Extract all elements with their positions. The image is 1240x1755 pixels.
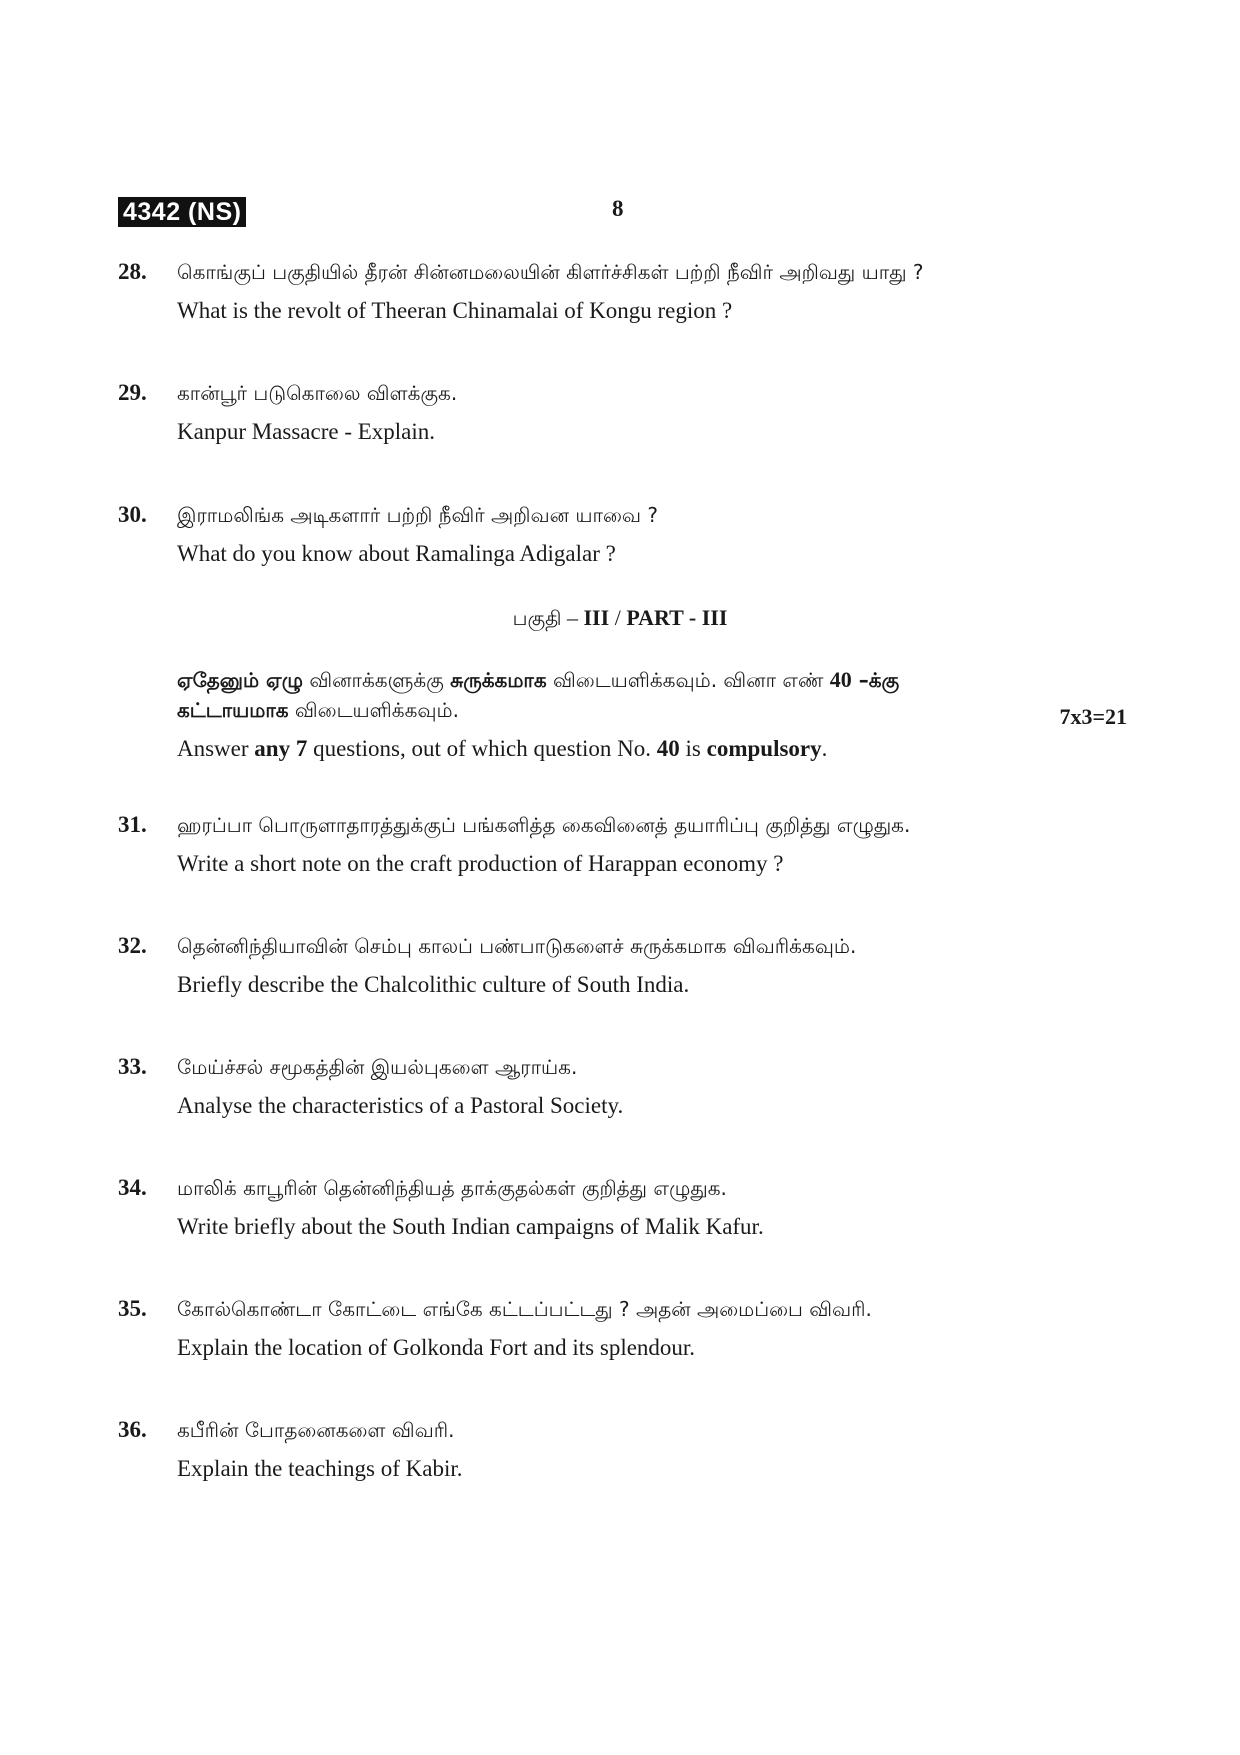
question-text-english: Briefly describe the Chalcolithic culture of South India. [177, 972, 690, 997]
question-body [177, 500, 1128, 569]
paper-code-badge: 4342 (NS) [118, 197, 246, 227]
instruction-text: விடையளிக்கவும். [288, 698, 459, 722]
instruction-emphasis: சுருக்கமாக [450, 668, 547, 692]
part-heading [0, 603, 1240, 633]
part-heading-separator: – [561, 605, 584, 630]
question-body [177, 1415, 1128, 1484]
question-34 [118, 1173, 1128, 1242]
question-text-tamil: மாலிக் காபூரின் தென்னிந்தியத் தாக்குதல்கள் குறித்து எழுதுக. [177, 1176, 727, 1200]
question-number: 29. [118, 380, 147, 405]
question-text-tamil: கபீரின் போதனைகளை விவரி. [177, 1418, 455, 1442]
question-text-tamil: ஹரப்பா பொருளாதாரத்துக்குப் பங்களித்த கைவினைத் தயாரிப்பு குறித்து எழுதுக. [177, 813, 911, 837]
part-heading-tamil: பகுதி [512, 606, 562, 630]
question-number: 35. [118, 1296, 147, 1321]
question-number: 31. [118, 812, 147, 837]
instruction-english [177, 734, 1127, 764]
instruction-tamil-line-1 [177, 665, 1127, 695]
marks-allocation: 7x3=21 [1059, 704, 1127, 729]
question-body [177, 1173, 1128, 1242]
question-number: 32. [118, 933, 147, 958]
question-number: 28. [118, 259, 147, 284]
instruction-question-number: 40 [829, 667, 852, 692]
question-30 [118, 500, 1128, 569]
page-number: 8 [612, 196, 624, 221]
instruction-emphasis: கட்டாயமாக [177, 698, 289, 722]
question-text-english: Analyse the characteristics of a Pastoral Society. [177, 1093, 624, 1118]
question-body [177, 257, 1128, 326]
question-36 [118, 1415, 1128, 1484]
question-text-tamil: இராமலிங்க அடிகளார் பற்றி நீவிர் அறிவன யாவை ? [177, 503, 659, 527]
question-number: 33. [118, 1054, 147, 1079]
question-text-english: Kanpur Massacre - Explain. [177, 419, 436, 444]
question-number: 30. [118, 502, 147, 527]
part-heading-roman: III [583, 605, 610, 630]
question-text-tamil: மேய்ச்சல் சமூகத்தின் இயல்புகளை ஆராய்க. [177, 1055, 578, 1079]
question-text-english: Write a short note on the craft production of Harappan economy ? [177, 851, 784, 876]
question-text-english: Explain the teachings of Kabir. [177, 1456, 463, 1481]
question-number: 34. [118, 1175, 147, 1200]
instruction-emphasis: –க்கு [851, 668, 900, 692]
question-text-tamil: கோல்கொண்டா கோட்டை எங்கே கட்டப்பட்டது ? அதன் அமைப்பை விவரி. [177, 1297, 872, 1321]
question-text-tamil: கான்பூர் படுகொலை விளக்குக. [177, 381, 458, 405]
part-heading-slash: / [609, 605, 627, 630]
question-29 [118, 378, 1128, 447]
question-body [177, 810, 1128, 879]
instruction-text: . [821, 736, 828, 761]
question-31 [118, 810, 1128, 879]
instruction-emphasis: 40 [656, 736, 680, 761]
part-instructions [177, 665, 1127, 764]
instruction-tamil-line-2 [177, 695, 1127, 725]
question-text-english: What do you know about Ramalinga Adigalar ? [177, 541, 616, 566]
instruction-text: விடையளிக்கவும். வினா எண் [546, 668, 830, 692]
question-28 [118, 257, 1128, 326]
question-body [177, 378, 1128, 447]
question-body [177, 1052, 1128, 1121]
question-body [177, 931, 1128, 1000]
instruction-text: Answer [177, 736, 255, 761]
question-32 [118, 931, 1128, 1000]
instruction-emphasis: ஏதேனும் ஏழு [177, 668, 303, 692]
part-heading-english: PART - III [626, 605, 728, 630]
instruction-text: questions, out of which question No. [307, 736, 657, 761]
question-35 [118, 1294, 1128, 1363]
question-text-tamil: தென்னிந்தியாவின் செம்பு காலப் பண்பாடுகளைச் சுருக்கமாக விவரிக்கவும். [177, 934, 857, 958]
question-body [177, 1294, 1128, 1363]
question-text-tamil: கொங்குப் பகுதியில் தீரன் சின்னமலையின் கிளர்ச்சிகள் பற்றி நீவிர் அறிவது யாது ? [177, 260, 924, 284]
instruction-emphasis: compulsory [706, 736, 822, 761]
instruction-text: is [679, 736, 707, 761]
question-33 [118, 1052, 1128, 1121]
question-text-english: Explain the location of Golkonda Fort and its splendour. [177, 1335, 696, 1360]
instruction-emphasis: any 7 [254, 736, 308, 761]
question-text-english: Write briefly about the South Indian campaigns of Malik Kafur. [177, 1214, 764, 1239]
question-number: 36. [118, 1417, 147, 1442]
question-text-english: What is the revolt of Theeran Chinamalai of Kongu region ? [177, 298, 733, 323]
instruction-text: வினாக்களுக்கு [303, 668, 451, 692]
